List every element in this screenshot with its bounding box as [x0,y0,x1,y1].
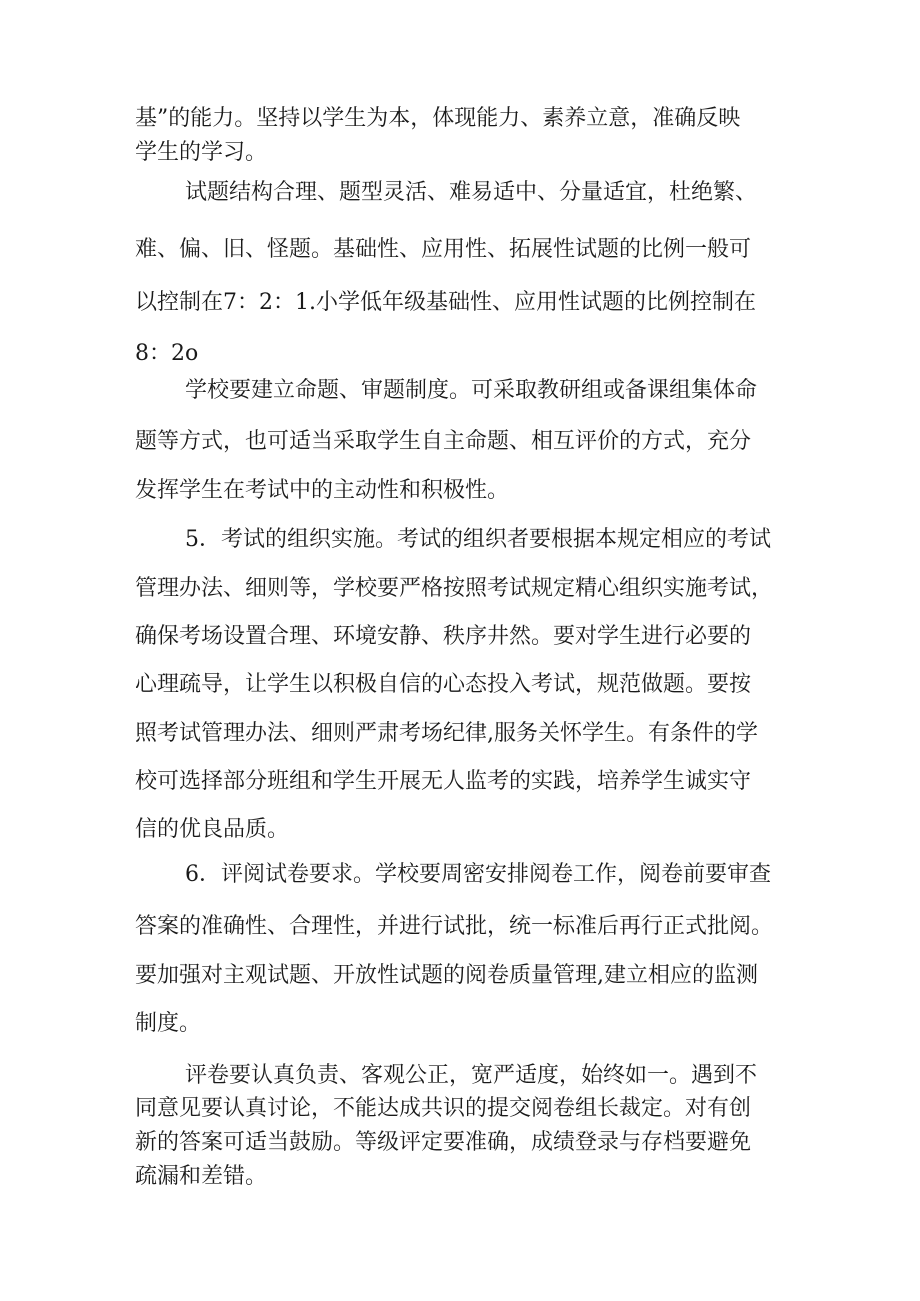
text-line: 学校要建立命题、审题制度。可采取教研组或备课组集体命 [185,378,758,403]
text-line: 发挥学生在考试中的主动性和积极性。 [135,478,510,503]
text-line: 疏漏和差错。 [135,1164,268,1189]
text-line: 以控制在7：2：1.小学低年级基础性、应用性试题的比例控制在 [135,290,756,315]
text-line: 同意见要认真讨论，不能达成共识的提交阅卷组长裁定。对有创 [135,1096,752,1121]
text-line: 信的优良品质。 [135,817,290,842]
text-line: 照考试管理办法、细则严肃考场纪律,服务关怀学生。有条件的学 [135,721,758,746]
text-line: 管理办法、细则等，学校要严格按照考试规定精心组织实施考试， [135,576,774,601]
text-line: 基”的能力。坚持以学生为本，体现能力、素养立意，准确反映 [135,106,741,131]
text-line: 确保考场设置合理、环境安静、秩序井然。要对学生进行必要的 [135,624,752,649]
text-line: 心理疏导，让学生以积极自信的心态投入考试，规范做题。要按 [135,672,752,697]
text-line: 新的答案可适当鼓励。等级评定要准确，成绩登录与存档要避免 [135,1130,752,1155]
text-line: 评卷要认真负责、客观公正，宽严适度，始终如一。遇到不 [185,1063,758,1088]
text-line: 6．评阅试卷要求。学校要周密安排阅卷工作，阅卷前要审查 [185,862,771,887]
text-line: 答案的准确性、合理性，并进行试批，统一标准后再行正式批阅。 [135,914,774,939]
text-line: 8：2o [135,341,199,366]
text-line: 难、偏、旧、怪题。基础性、应用性、拓展性试题的比例一般可 [135,237,752,262]
text-line: 题等方式，也可适当采取学生自主命题、相互评价的方式，充分 [135,429,752,454]
text-line: 5．考试的组织实施。考试的组织者要根据本规定相应的考试 [185,527,771,552]
text-line: 学生的学习。 [135,140,268,165]
text-line: 要加强对主观试题、开放性试题的阅卷质量管理,建立相应的监测 [135,963,758,988]
text-line: 试题结构合理、题型灵活、难易适中、分量适宜，杜绝繁、 [185,180,758,205]
text-line: 校可选择部分班组和学生开展无人监考的实践，培养学生诚实守 [135,769,752,794]
text-line: 制度。 [135,1011,202,1036]
